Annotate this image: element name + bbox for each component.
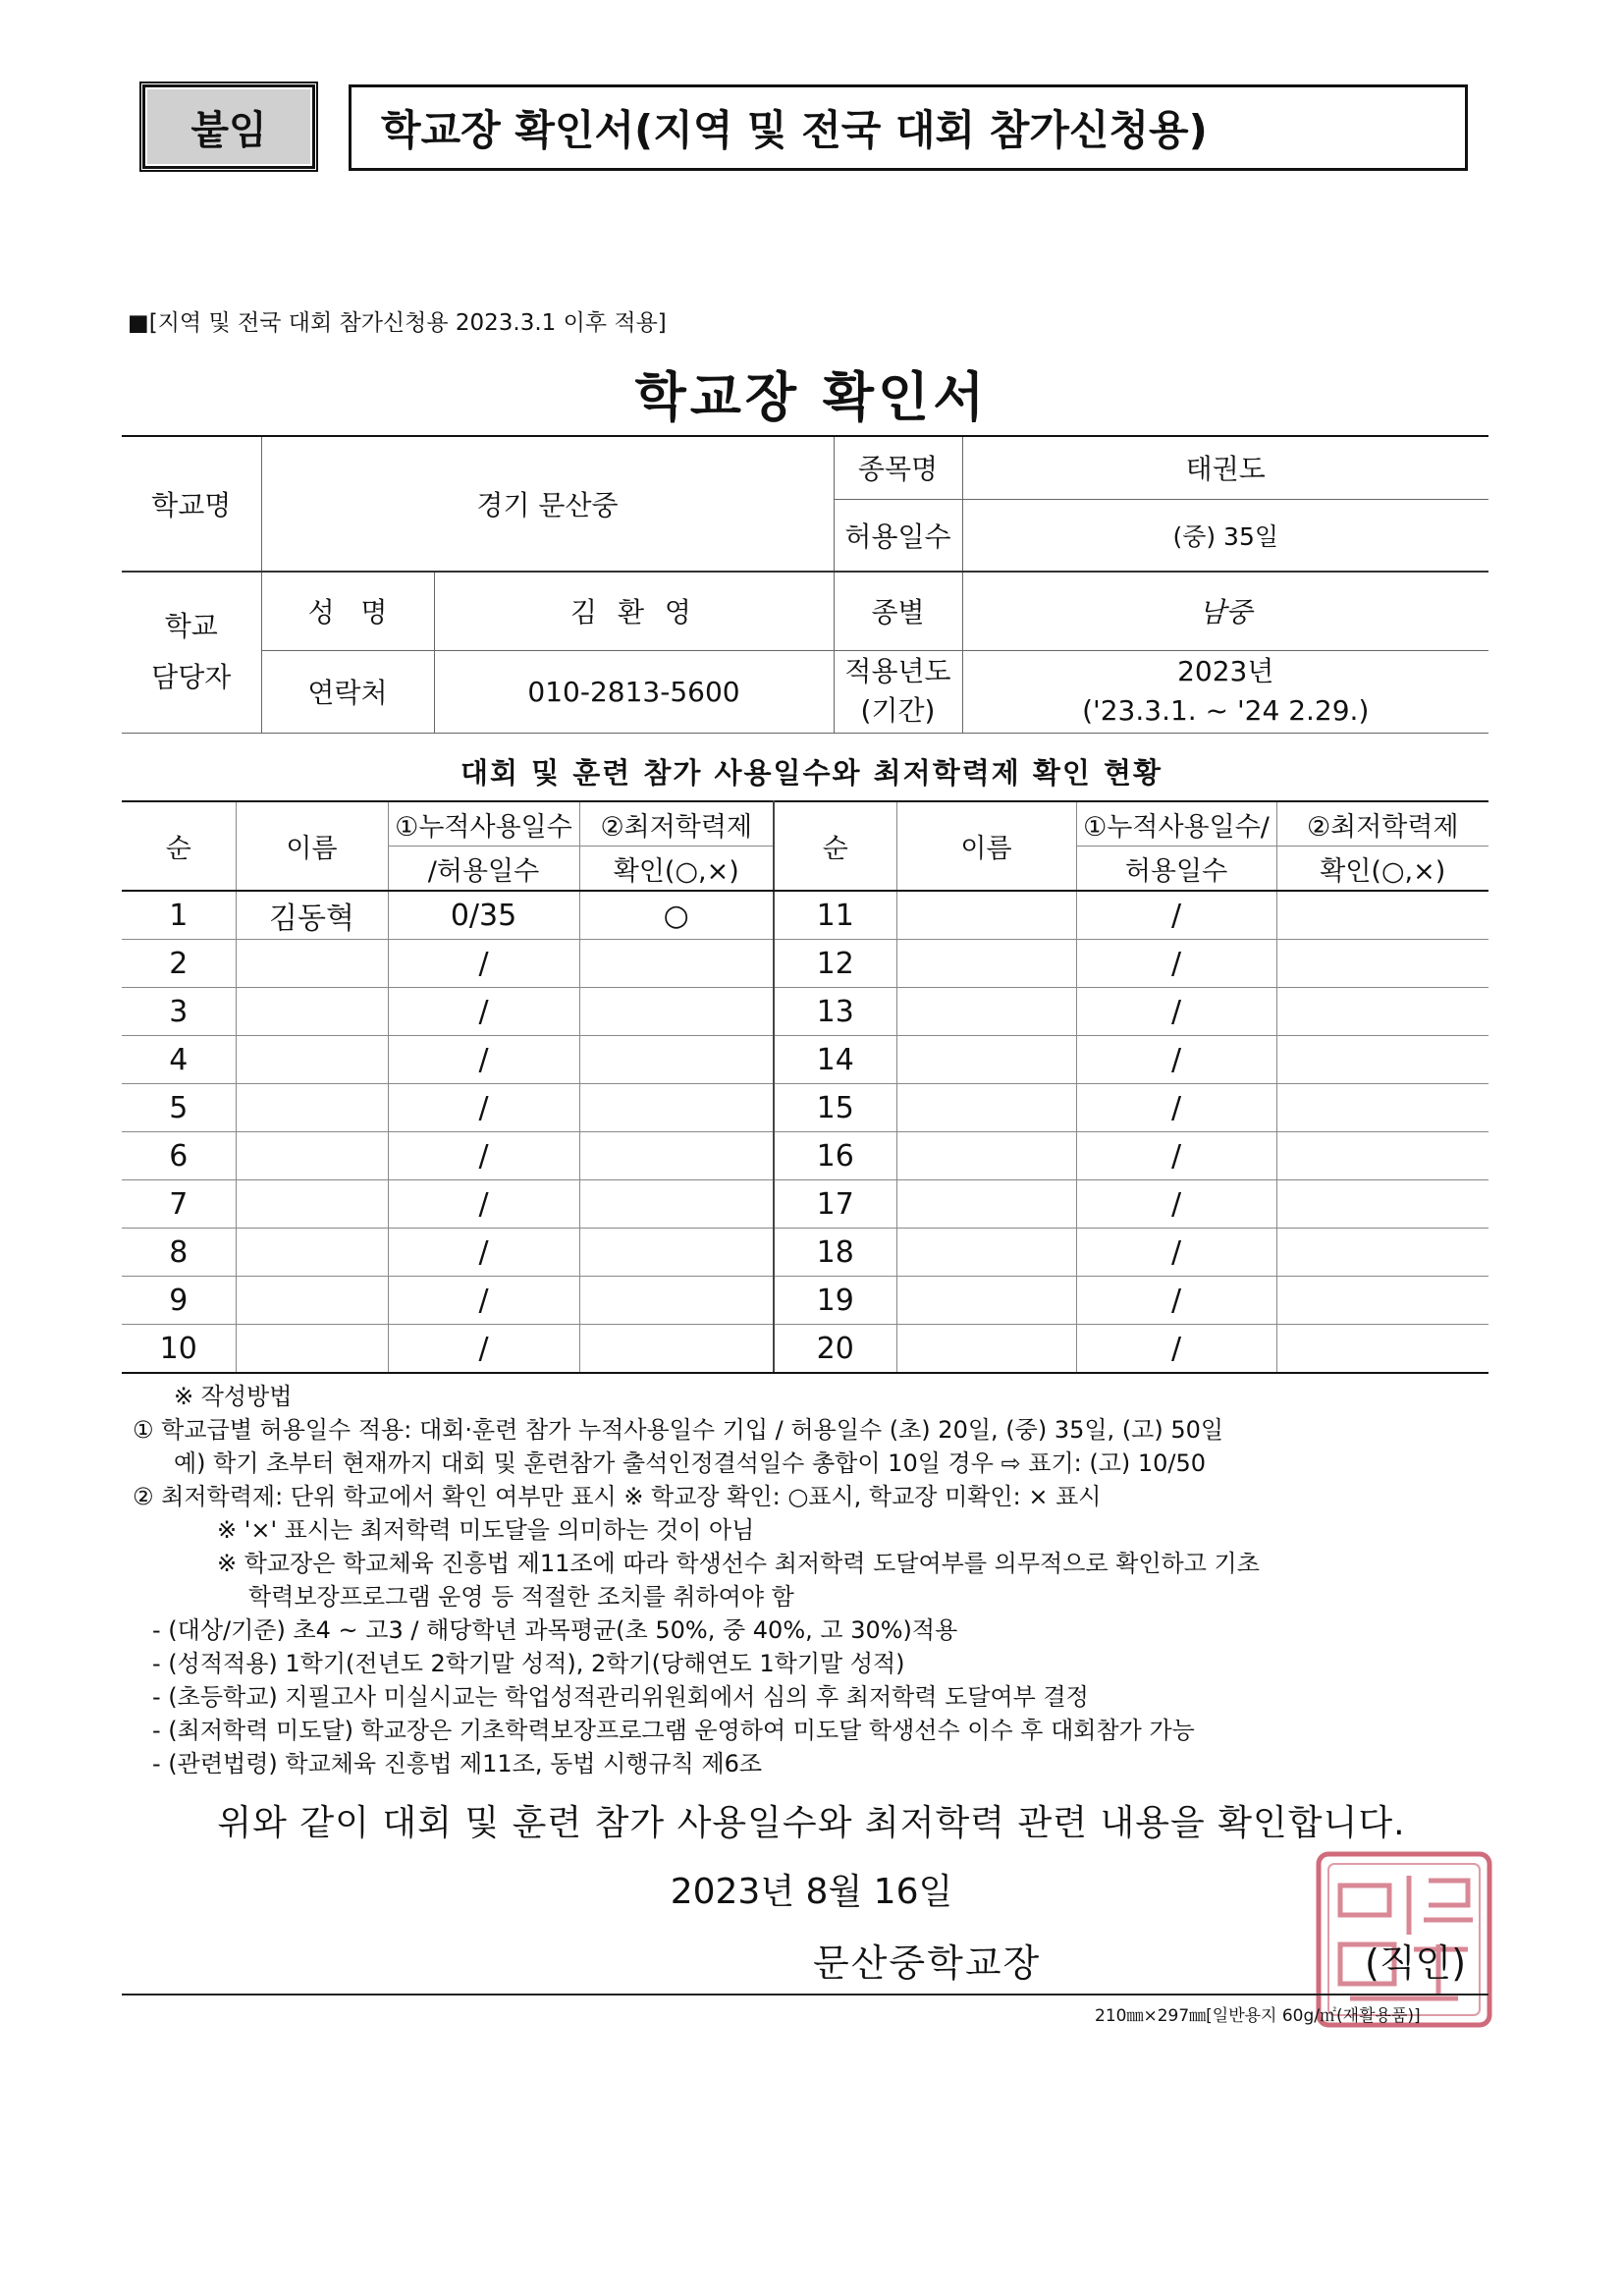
- table-row: [122, 1084, 1488, 1132]
- row-name-right: [896, 891, 1076, 940]
- usage-table: [122, 800, 1488, 1374]
- attachment-label: 붙임: [190, 107, 267, 153]
- row-no-right: 19: [774, 1277, 896, 1325]
- table-row: [122, 1325, 1488, 1374]
- header-no-right: 순: [774, 801, 896, 891]
- row-check-right: [1276, 1180, 1488, 1229]
- row-name-right: [896, 1277, 1076, 1325]
- notes-line-6: 학력보장프로그램 운영 등 적절한 조치를 취하여야 함: [248, 1583, 794, 1611]
- row-name-right: [896, 988, 1076, 1036]
- usage-subheading: 대회 및 훈련 참가 사용일수와 최저학력제 확인 현황: [460, 756, 1163, 790]
- row-check-left: [579, 1036, 774, 1084]
- year-label: [834, 650, 962, 733]
- sport-value: 태권도: [962, 436, 1488, 499]
- row-days-right: /: [1076, 1132, 1276, 1180]
- row-days-left: 0/35: [388, 891, 579, 940]
- contact-value: 010-2813-5600: [434, 650, 834, 733]
- row-check-left: [579, 1132, 774, 1180]
- header-check-left-1: ②최저학력제: [579, 801, 774, 847]
- year-value-line1: 2023년: [1177, 655, 1274, 687]
- notes-line-10: - (최저학력 미도달) 학교장은 기초학력보장프로그램 운영하여 미도달 학생선수 이수 후 대회참가 가능: [152, 1717, 1195, 1744]
- attachment-badge: [142, 84, 315, 169]
- row-name-left: [236, 1132, 388, 1180]
- row-name-right: [896, 1180, 1076, 1229]
- sport-label: 종목명: [834, 436, 962, 499]
- year-value: [962, 650, 1488, 733]
- row-days-right: /: [1076, 940, 1276, 988]
- row-days-left: /: [388, 988, 579, 1036]
- row-no-left: 1: [122, 891, 236, 940]
- row-days-right: /: [1076, 1084, 1276, 1132]
- row-name-left: [236, 1277, 388, 1325]
- row-check-left: [579, 1277, 774, 1325]
- row-check-right: [1276, 1229, 1488, 1277]
- row-no-right: 18: [774, 1229, 896, 1277]
- row-name-right: [896, 1229, 1076, 1277]
- row-name-right: [896, 940, 1076, 988]
- row-no-left: 2: [122, 940, 236, 988]
- row-name-left: [236, 1036, 388, 1084]
- application-note: ■[지역 및 전국 대회 참가신청용 2023.3.1 이후 적용]: [128, 310, 667, 336]
- row-name-right: [896, 1084, 1076, 1132]
- row-no-right: 11: [774, 891, 896, 940]
- notes-line-8: - (성적적용) 1학기(전년도 2학기말 성적), 2학기(당해연도 1학기말 성적): [152, 1650, 905, 1677]
- row-days-left: /: [388, 1229, 579, 1277]
- row-name-left: [236, 1180, 388, 1229]
- table-row: [122, 891, 1488, 940]
- row-check-left: [579, 1180, 774, 1229]
- school-label: 학교명: [122, 436, 261, 572]
- row-check-left: [579, 988, 774, 1036]
- row-check-left: [579, 1325, 774, 1374]
- row-no-right: 12: [774, 940, 896, 988]
- school-info-table: [122, 435, 1488, 734]
- row-no-right: 13: [774, 988, 896, 1036]
- row-check-left: ○: [579, 891, 774, 940]
- row-no-right: 20: [774, 1325, 896, 1374]
- table-row: [122, 1180, 1488, 1229]
- notes-title: ※ 작성방법: [174, 1383, 293, 1410]
- row-no-left: 9: [122, 1277, 236, 1325]
- table-row: [122, 1132, 1488, 1180]
- row-days-left: /: [388, 1036, 579, 1084]
- table-row: [122, 1229, 1488, 1277]
- header-cum-left-2: /허용일수: [388, 847, 579, 892]
- row-name-left: [236, 1325, 388, 1374]
- row-name-left: [236, 1084, 388, 1132]
- row-no-left: 6: [122, 1132, 236, 1180]
- year-value-line2: ('23.3.1. ~ '24 2.29.): [1082, 694, 1370, 727]
- paper-spec: 210㎜×297㎜[일반용지 60g/㎡(재활용품)]: [1095, 2006, 1421, 2026]
- row-days-right: /: [1076, 1229, 1276, 1277]
- header-check-right-2: 확인(○,×): [1276, 847, 1488, 892]
- row-check-right: [1276, 940, 1488, 988]
- header-check-left-2: 확인(○,×): [579, 847, 774, 892]
- year-label-line2: (기간): [860, 694, 936, 727]
- row-no-left: 10: [122, 1325, 236, 1374]
- notes-line-5: ※ 학교장은 학교체육 진흥법 제11조에 따라 학생선수 최저학력 도달여부를 의무적으로 확인하고 기초: [217, 1550, 1260, 1577]
- row-name-right: [896, 1132, 1076, 1180]
- row-name-left: 김동혁: [236, 891, 388, 940]
- name-label: 성 명: [261, 572, 434, 650]
- row-no-right: 16: [774, 1132, 896, 1180]
- row-name-left: [236, 1229, 388, 1277]
- footer-divider: [122, 1994, 1488, 1995]
- row-check-right: [1276, 1084, 1488, 1132]
- row-days-right: /: [1076, 891, 1276, 940]
- name-value: 김 환 영: [434, 572, 834, 650]
- header-title: 학교장 확인서(지역 및 전국 대회 참가신청용): [349, 84, 1468, 171]
- contact-label: 연락처: [261, 650, 434, 733]
- row-no-left: 8: [122, 1229, 236, 1277]
- row-check-right: [1276, 1277, 1488, 1325]
- row-days-left: /: [388, 1325, 579, 1374]
- row-name-left: [236, 940, 388, 988]
- table-row: [122, 1277, 1488, 1325]
- notes-line-3: ② 최저학력제: 단위 학교에서 확인 여부만 표시 ※ 학교장 확인: ○표시, 학교장 미확인: × 표시: [133, 1483, 1102, 1510]
- allowed-days-value: (중) 35일: [962, 499, 1488, 572]
- row-days-left: /: [388, 1180, 579, 1229]
- notes-line-1: ① 학교급별 허용일수 적용: 대회·훈련 참가 누적사용일수 기입 / 허용일수 (초) 20일, (중) 35일, (고) 50일: [133, 1416, 1224, 1444]
- row-check-right: [1276, 1132, 1488, 1180]
- confirmation-statement: 위와 같이 대회 및 훈련 참가 사용일수와 최저학력 관련 내용을 확인합니다.: [217, 1803, 1406, 1843]
- notes-line-4: ※ '×' 표시는 최저학력 미도달을 의미하는 것이 아님: [217, 1516, 755, 1544]
- manager-label-line1: 학교: [164, 610, 218, 643]
- table-row: [122, 1036, 1488, 1084]
- row-days-right: /: [1076, 1180, 1276, 1229]
- row-no-right: 15: [774, 1084, 896, 1132]
- row-no-left: 4: [122, 1036, 236, 1084]
- notes-line-7: - (대상/기준) 초4 ~ 고3 / 해당학년 과목평균(초 50%, 중 40%, 고 30%)적용: [152, 1616, 958, 1644]
- row-days-right: /: [1076, 1325, 1276, 1374]
- row-days-right: /: [1076, 1036, 1276, 1084]
- year-label-line1: 적용년도: [844, 655, 951, 687]
- header-cum-right-2: 허용일수: [1076, 847, 1276, 892]
- header-name-right: 이름: [896, 801, 1076, 891]
- notes-line-11: - (관련법령) 학교체육 진흥법 제11조, 동법 시행규칙 제6조: [152, 1750, 763, 1777]
- header-cum-left-1: ①누적사용일수: [388, 801, 579, 847]
- table-row: [122, 988, 1488, 1036]
- allowed-days-label: 허용일수: [834, 499, 962, 572]
- seal-label: (직인): [1365, 1941, 1467, 1985]
- row-days-left: /: [388, 1132, 579, 1180]
- writing-notes: [133, 1380, 1497, 1780]
- row-check-right: [1276, 891, 1488, 940]
- row-no-left: 5: [122, 1084, 236, 1132]
- row-check-left: [579, 1229, 774, 1277]
- row-name-left: [236, 988, 388, 1036]
- row-check-right: [1276, 988, 1488, 1036]
- header-no-left: 순: [122, 801, 236, 891]
- gender-value: 남중: [962, 572, 1488, 650]
- manager-label-line2: 담당자: [151, 661, 232, 694]
- signing-date: 2023년 8월 16일: [670, 1872, 953, 1912]
- row-check-left: [579, 940, 774, 988]
- row-check-right: [1276, 1036, 1488, 1084]
- row-days-left: /: [388, 1084, 579, 1132]
- notes-line-9: - (초등학교) 지필고사 미실시교는 학업성적관리위원회에서 심의 후 최저학력 도달여부 결정: [152, 1683, 1089, 1711]
- row-check-right: [1276, 1325, 1488, 1374]
- row-no-right: 17: [774, 1180, 896, 1229]
- row-days-right: /: [1076, 1277, 1276, 1325]
- row-days-left: /: [388, 940, 579, 988]
- document-title: 학교장 확인서: [634, 366, 989, 428]
- row-check-left: [579, 1084, 774, 1132]
- principal-title: 문산중학교장: [813, 1941, 1042, 1985]
- row-name-right: [896, 1036, 1076, 1084]
- row-name-right: [896, 1325, 1076, 1374]
- notes-line-2: 예) 학기 초부터 현재까지 대회 및 훈련참가 출석인정결석일수 총합이 10일 경우 ⇨ 표기: (고) 10/50: [174, 1449, 1207, 1477]
- header-name-left: 이름: [236, 801, 388, 891]
- school-value: 경기 문산중: [261, 436, 834, 572]
- row-no-left: 3: [122, 988, 236, 1036]
- row-days-right: /: [1076, 988, 1276, 1036]
- header-check-right-1: ②최저학력제: [1276, 801, 1488, 847]
- header-cum-right-1: ①누적사용일수/: [1076, 801, 1276, 847]
- gender-label: 종별: [834, 572, 962, 650]
- table-row: [122, 940, 1488, 988]
- row-no-left: 7: [122, 1180, 236, 1229]
- row-days-left: /: [388, 1277, 579, 1325]
- row-no-right: 14: [774, 1036, 896, 1084]
- manager-label: [122, 572, 261, 733]
